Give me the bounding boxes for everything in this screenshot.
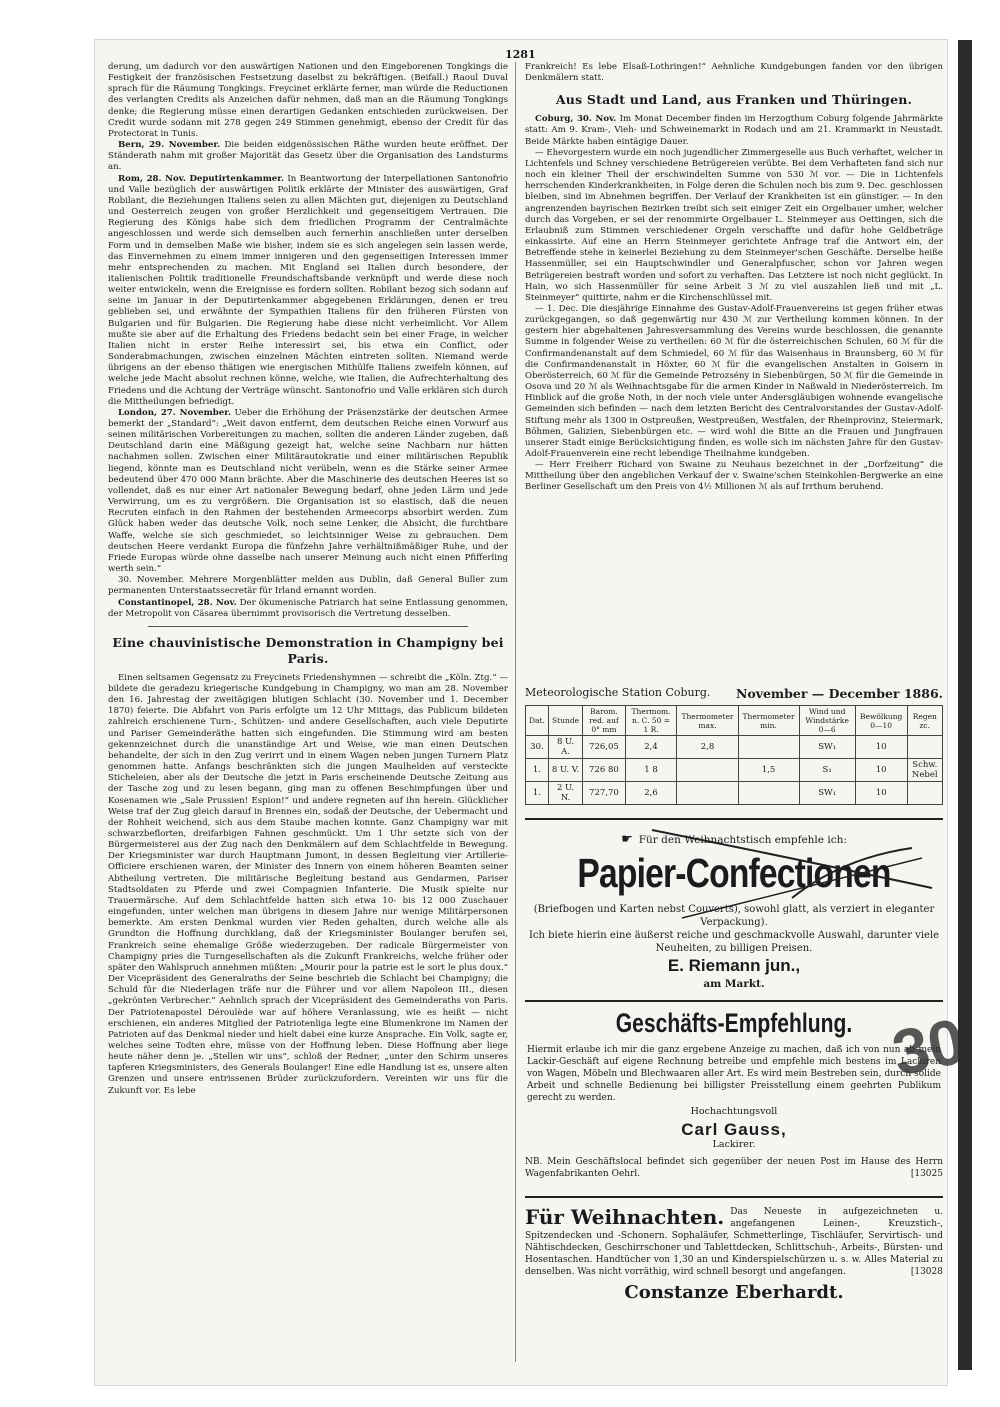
ad-weihnachten-merchant: Constanze Eberhardt. xyxy=(624,1282,844,1303)
weather-row xyxy=(526,759,943,782)
weather-header-cell: Barom. red. auf 0° mm xyxy=(583,706,625,736)
bern-article xyxy=(108,140,508,173)
ad-geschaeft-title: Geschäfts-Empfehlung. xyxy=(615,1008,853,1038)
weather-cell: 1,5 xyxy=(738,759,799,782)
ad-geschaeft-greeting: Hochachtungsvoll xyxy=(690,1106,778,1117)
weather-report xyxy=(525,686,943,805)
weather-row xyxy=(526,782,943,805)
weather-cell xyxy=(907,782,942,805)
ad-weihnachten-title: Für Weihnachten. xyxy=(525,1205,725,1229)
champigny-heading: Eine chauvinistische Demonstration in Champigny bei Paris. xyxy=(112,634,504,666)
weather-cell: 10 xyxy=(855,782,907,805)
weather-station: Meteorologische Station Coburg. xyxy=(525,686,711,699)
handwritten-number-stamp: 30 xyxy=(886,1004,971,1090)
champigny-carryover: Frankreich! Es lebe Elsaß-Lothringen!“ Aehnliche Kundgebungen fanden vor den übrigen Denkmälern statt. xyxy=(525,62,943,84)
local-news-swaine: — Herr Freiherr Richard von Swaine zu Neuhaus bezeichnet in der „Dorfzeitung“ die Mittheilung über den angeblichen Verkauf der v. Swaine'schen Steinkohlen-Bergwerke an eine Berliner Gesellschaft um den Preis von 4½ Millionen ℳ als auf Irrthum beruhend. xyxy=(525,460,943,493)
ad-geschaeft-nb-text: NB. Mein Geschäftslocal befindet sich gegenüber der neuen Post im Hause des Herrn Wagenfabrikanten Oehrl. xyxy=(525,1157,943,1179)
page-edge-shadow xyxy=(958,40,972,1370)
weather-cell: 30. xyxy=(526,736,549,759)
rom-article xyxy=(108,174,508,408)
weather-cell: 2 U. N. xyxy=(548,782,582,805)
bern-text: Die beiden eidgenössischen Räthe wurden heute eröffnet. Der Ständerath nahm mit großer Majorität das Gesetz über die Organisation des Landsturms an. xyxy=(108,140,508,173)
column-rule xyxy=(515,62,516,1362)
weather-header-cell: Stunde xyxy=(548,706,582,736)
weather-cell: 726,05 xyxy=(583,736,625,759)
weather-cell: 2,4 xyxy=(625,736,677,759)
coburg-article xyxy=(525,114,943,147)
constantinopel-article xyxy=(108,598,508,620)
rom-dateline: Rom, 28. Nov. Deputirtenkammer. xyxy=(118,173,284,184)
london-article xyxy=(108,408,508,575)
weather-cell xyxy=(677,759,738,782)
ad-weihnachten-number: [13028 xyxy=(910,1267,943,1277)
ad-geschaeft-number: [13025 xyxy=(910,1168,943,1179)
pointing-hand-icon: ☛ xyxy=(621,832,633,847)
weather-cell: 2,6 xyxy=(625,782,677,805)
weather-cell: 10 xyxy=(855,759,907,782)
weather-cell xyxy=(738,782,799,805)
weather-cell: SW₁ xyxy=(799,736,855,759)
weather-cell: 1 8 xyxy=(625,759,677,782)
coburg-dateline: Coburg, 30. Nov. xyxy=(535,114,617,125)
london-text: Ueber die Erhöhung der Präsenzstärke der deutschen Armee bemerkt der „Standard“: „Weit davon entfernt, dem deutschen Reiche einen Vorwurf aus seinen militärischen Vorbereitungen zu machen, sollten die anderen Länder zugeben, daß Deutschland darin eine Mäßigung gezeigt hat, welche seine Nachbarn nur hätten nachahmen sollen. Zwischen einer Militärautokratie und einer militärischen Republik liegend, könnte man es Deutschland nicht verübeln, wenn es die Stärke seiner Armee bedeutend über 470 000 Mann brächte. Aber die Maschinerie des deutschen Heeres ist so vollendet, daß es nur einer Art nationaler Bewegung bedarf, ohne jeden Lärm und jede Verwirrung, um es zu vergrößern. Die Organisation ist so elastisch, daß die neuen Recruten einfach in den Rahmen der bestehenden Armeecorps absorbirt werden. Zum Glück haben weder das deutsche Volk, noch seine Lenker, die Absicht, die furchtbare Waffe, welche sie sich geschmiedet, so leichtsinniger Weise zu gebrauchen. Dem deutschen Heere verdankt Europa die fünfzehn Jahre verhältnißmäßiger Ruhe, und der Friede Europas würde ohne dasselbe nach unserer Meinung auch nicht einen Pfifferling werth sein.“ xyxy=(108,407,508,575)
weather-cell xyxy=(677,782,738,805)
coburg-text: Im Monat December finden im Herzogthum Coburg folgende Jahrmärkte statt: Am 9. Kram-, Vieh- und Schweinemarkt in Rodach und am 21. Krammarkt in Neustadt. Beide Märkte haben eintägige Dauer. xyxy=(525,114,943,147)
tongking-paragraph: derung, um dadurch vor den auswärtigen Nationen und den Eingeborenen Tongkings die Festigkeit der französischen Festsetzung daselbst zu bekräftigen. (Beifall.) Raoul Duval sprach für die Räumung Tongkings. Freycinet erklärte ferner, man würde die Reductionen des verlangten Credits als Anzeichen dafür nehmen, daß man an die Räumung Tongkings denke; die Regierung müsse einen derartigen Gedanken entschieden zurückweisen. Der Credit wurde sodann mit 278 gegen 249 Stimmen genehmigt, ebenso der Credit für das Protectorat in Tunis. xyxy=(108,62,508,139)
constantinopel-dateline: Constantinopel, 28. Nov. xyxy=(118,597,237,608)
ads-divider xyxy=(525,1000,943,1002)
rom-text: In Beantwortung der Interpellationen Santonofrio und Valle bezüglich der auswärtigen Politik erklärte der Minister des auswärtigen, Graf Robilant, die Beziehungen Italiens seien zu allen Mächten gut, diejenigen zu Deutschland und Oesterreich zeugen von großer Herzlichkeit und gegenseitigem Vertrauen. Die Regierung des Königs habe sich dem friedlichen Programm der Centralmächte angeschlossen und werde sich demselben auch fernerhin anschließen unter derselben Form und in demselben Maße wie bisher, indem sie es sich angelegen sein lassen werde, das Einvernehmen zu einem immer innigeren und den gegenseitigen Interessen immer mehr entsprechenden zu machen. Mit England sei Italien durch besondere, der italienischen Politik traditionelle Freundschaftsbande verknüpft und werde diese noch weiter entwickeln, wenn die Ereignisse es fordern sollten. Robilant bezog sich sodann auf seine im Januar in der Deputirtenkammer abgegebenen Erklärungen, denen er treu geblieben sei, und erwähnte der Sympathien Italiens für den früheren Fürsten von Bulgarien und für Bulgarien. Die Regierung habe diese nicht verheimlicht. Vor Allem mußte sie aber auf die Erhaltung des Friedens bedacht sein bei einer Frage, in welcher Italien nicht in erster Reihe interessirt sei, bis etwa ein Conflict, oder Sonderabmachungen, zwischen einzelnen Mächten eintreten sollten. Niemand werde übrigens an der ebenso thätigen wie energischen Mithülfe Italiens zweifeln können, auf welche jede Macht absolut rechnen könne, welche, wie Italien, die Aufrechterhaltung des Friedens und die Achtung der Verträge wünscht. Santonofrio und Valle erklären sich durch die Mittheilungen befriedigt. xyxy=(108,173,508,407)
weather-cell: S₁ xyxy=(799,759,855,782)
weather-month: November — December 1886. xyxy=(735,686,943,701)
bern-dateline: Bern, 29. November. xyxy=(118,140,221,151)
right-column xyxy=(525,62,943,692)
weather-cell: 8 U. V. xyxy=(548,759,582,782)
ad-papier-merchant: E. Riemann jun., xyxy=(667,956,801,975)
ad-geschaeft-body: Hiermit erlaube ich mir die ganz ergebene Anzeige zu machen, daß ich von nun ab mein Lackir-Geschäft auf eigene Rechnung betreibe und empfehle mich bestens im Lackiren von Wagen, Möbeln und Blechwaaren aller Art. Es wird mein Bestreben sein, durch solide Arbeit und schnelle Bedienung bei billigster Preisstellung einem geehrten Publikum gerecht zu werden. xyxy=(527,1045,941,1103)
weather-header-cell: Regen zc. xyxy=(907,706,942,736)
local-news-buch: — Ehevorgestern wurde ein noch jugendlicher Zimmergeselle aus Buch verhaftet, welcher in Lichtenfels und Schney verschiedene Betrügereien verübte. Bei dem Verhafteten fand sich nur noch ein kleiner Theil der erschwindelten Summe von 530 ℳ vor. — Die in Lichtenfels herrschenden Kinderkrankheiten, in Folge deren die Schulen noch bis zum 9. Dec. geschlossen bleiben, sind im Abnehmen begriffen. Der Verlauf der Krankheiten ist ein günstiger. — In den angrenzenden bayrischen Bezirken treibt sich seit einiger Zeit ein Orgelbauer umher, welcher durch das Vorgeben, er sei der renommirte Orgelbauer L. Steinmeyer aus Oettingen, sich die Erlaubniß zum Stimmen verschiedener Orgeln verschaffte und dafür hohe Geldbeträge einkassirte. Auf eine an Herrn Steinmeyer gerichtete Anfrage traf die Antwort ein, der Betreffende stehe in keinerlei Beziehung zu dem Steinmeyer'schen Geschäfte. Derselbe heiße Hassenmüller, sei ein Hauptschwindler und Generalpfuscher, schon vor Jahren wegen Betrügereien bestraft worden und sofort zu verhaften. Das Letztere ist noch nicht geglückt. In Hain, wo sich Hassenmüller für seine Arbeit 3 ℳ zu viel auszahlen ließ und mit „L. Steinmeyer“ quittirte, nahm er die Kirchenschlüssel mit. xyxy=(525,147,943,303)
left-column xyxy=(108,62,508,1362)
weather-row xyxy=(526,736,943,759)
constantinopel-text: Der ökumenische Patriarch hat seine Entlassung genommen, der Metropolit von Cäsarea übernimmt provisorisch die Vertretung desselben. xyxy=(108,597,508,619)
weather-cell: 10 xyxy=(855,736,907,759)
champigny-article: Einen seltsamen Gegensatz zu Freycinets Friedenshymnen — schreibt die „Köln. Ztg.“ — bildete die geradezu kriegerische Kundgebung in Champigny, wo man am 28. November den 16. Jahrestag der zweitägigen blutigen Schlacht (30. November und 1. December 1870) feierte. Die Abfahrt von Paris erfolgte um 12 Uhr Mittags, das Publicum bildeten zahlreich erschienene Turn-, Schützen- und andere Gesellschaften, auch viele Deputirte und Pariser Gemeinderäthe hatten sich eingefunden. Die Stimmung wird am besten gekennzeichnet durch die unanständige Art und Weise, wie man einen Deutschen behandelte, der sich in den Zug verirrt und in einem Wagen neben jungen Turnern Platz genommen hatte. Anfangs beschränkten sich die jungen Maulhelden auf versteckte Sticheleien, aber als der Deutsche die jetzt in Paris erscheinende Deutsche Zeitung aus der Tasche zog und zu lesen begann, ging man zu offenen Beschimpfungen über und Kosenamen wie „Sale Prussien! Espion!“ und andere regneten auf ihn herein. Glücklicher Weise traf der Zug gleich darauf in Brennes ein, sodaß der Deutsche, der Uebermacht und der Rohheit weichend, sich aus dem Staube machen konnte. Ganz Champigny war mit schwarzbeflorten, dreifarbigen Fahnen geschmückt. Um 1 Uhr setzte sich von der Bürgermeisterei aus der Zug nach den Denkmälern auf dem Schlachtfelde in Bewegung. Der Kriegsminister war durch Hauptmann Jumont, in dessen Begleitung vier Artillerie-Officiere erschienen waren, der Minister des Innern von einem höheren Beamten seiner Abtheilung vertreten. Die militärische Begleitung bestand aus Gendarmen, Pariser Stadtsoldaten zu Pferde und zwei Compagnien Infanterie. Die Musik spielte nur Trauermärsche. Auf dem Schlachtfelde hatten sich etwa 10- bis 12 000 Zuschauer eingefunden, unter welchen man übrigens in diesem Jahre nur wenige Militärpersonen bemerkte. Am ersten Denkmal wurden vier Reden gehalten, durch welche alle als Grundton die Hoffnung durchklang, daß der Kriegsminister Boulanger berufen sei, Frankreich seine ehemalige Größe wiederzugeben. Der radicale Bürgermeister von Champigny pries die Turngesellschaften als die Zukunft Frankreichs, welche früher oder später den Wahlspruch annehmen müßten: „Mourir pour la patrie est le sort le plus doux.“ Der Vicepräsident des Generalraths der Seine beschrieb die Schlacht bei Champigny; die Schuld für die Niederlagen träfe nur die Führer und vor allem Napoleon III., diesen „gekrönten Verbrecher.“ Aehnlich sprach der Vicepräsident des Gemeinderaths von Paris. Der Patriotenapostel Déroulède war auf höhere Veranlassung, wie es heißt — nicht erschienen, ein anderes Mitglied der Patriotenliga legte eine Blumenkrone im Namen der Patrioten auf das Denkmal nieder und hielt dabei eine kurze Ansprache. Ein Volk, sagte er, welches seine Todten ehre, müsse von der Hoffnung leben. Diese Hoffnung aber liege heute näher denn je. „Stellen wir uns“, schloß der Redner, „unter den Schirm unseres tapferen Kriegsministers, des Generals Boulanger! Eine edle Handlung ist es, unsere alten Grenzen und unsere entrissenen Brüder zurückzufordern. Vereinten wir uns für die Zukunft vor. Es lebe xyxy=(108,672,508,1096)
weather-header-cell: Bewölkung 0—10 xyxy=(855,706,907,736)
weather-header-row xyxy=(526,706,943,736)
weather-cell: 726 80 xyxy=(583,759,625,782)
ad-geschaeft-nb xyxy=(525,1157,943,1180)
london-dateline: London, 27. November. xyxy=(118,407,231,418)
weather-cell xyxy=(738,736,799,759)
weather-header-cell: Dat. xyxy=(526,706,549,736)
ads-divider xyxy=(525,1196,943,1198)
local-news-frauenverein: — 1. Dec. Die diesjährige Einnahme des Gustav-Adolf-Frauenvereins ist gegen früher etwas zurückgegangen, so daß gegenwärtig nur 430 ℳ zur Vertheilung kommen können. In der gestern hier abgehaltenen Jahresversammlung des Vereins wurde beschlossen, die genannte Summe in folgender Weise zu vertheilen: 60 ℳ für die österreichischen Schulen, 60 ℳ für die Confirmandenanstalt auf dem Schmiedel, 60 ℳ für das Waisenhaus in Braunsberg, 60 ℳ für die Confirmandenanstalt in Höxter, 60 ℳ für die evangelischen Anstalten in Goisern in Oberösterreich, 60 ℳ für die Gemeinde Petrozsény in Siebenbürgen, 50 ℳ für die Gemeinde in Osova und 20 ℳ als Weihnachtsgabe für die armen Kinder in Naßwald in Niederösterreich. Im Hinblick auf die große Noth, in der noch viele unter Andersgläubigen wohnende evangelische Gemeinden sich befinden — nach dem letzten Bericht des Centralvorstandes der Gustav-Adolf-Stiftung mehr als 1300 in Ostpreußen, Westpreußen, Westfalen, der Rheinprovinz, Steiermark, Böhmen, Galizien, Siebenbürgen etc. — wird wohl die Bitte an die Frauen und Jungfrauen unserer Stadt einige Berücksichtigung finden, es wolle sich im nächsten Jahre für den Gustav-Adolf-Frauenverein eine recht lebendige Theilnahme kundgeben. xyxy=(525,303,943,459)
weather-header-cell: Thermometer min. xyxy=(738,706,799,736)
weather-cell: SW₁ xyxy=(799,782,855,805)
ad-papier-sub-line: (Briefbogen und Karten nebst Couverts), sowohl glatt, als verziert in eleganter Verpackung). xyxy=(533,904,935,928)
weather-cell xyxy=(907,736,942,759)
ad-papier-title: Papier-Confectionen xyxy=(577,850,891,896)
ad-geschaeft-trade: Lackirer. xyxy=(712,1139,756,1150)
weather-header-cell: Wind und Windstärke 0—6 xyxy=(799,706,855,736)
weather-cell: 2,8 xyxy=(677,736,738,759)
weather-cell: Schw. Nebel xyxy=(907,759,942,782)
weather-title xyxy=(525,686,943,701)
ad-weihnachten-body: Das Neueste in aufgezeichneten u. angefangenen Leinen-, Kreuzstich-, Spitzendecken und -Schonern. Sophaläufer, Schmetterlinge, Tischläufer, Servirtisch- und Nähtischdecken, Geschirrschoner und Tablettdecken, Schlittschuh-, Arbeits-, Bürsten- und Hosentaschen. Handtücher von 1,30 an und Kinderspielschürzen u. s. w. Alles Material zu denselben. Was nicht vorräthig, wird schnell besorgt und angefangen. xyxy=(525,1207,943,1277)
section-divider xyxy=(148,626,468,627)
local-news-heading: Aus Stadt und Land, aus Franken und Thüringen. xyxy=(555,92,913,108)
london-followup: 30. November. Mehrere Morgenblätter melden aus Dublin, daß General Buller zum permanenten Unterstaatssecretär für Irland ernannt worden. xyxy=(108,575,508,597)
weather-cell: 727,70 xyxy=(583,782,625,805)
weather-cell: 8 U. A. xyxy=(548,736,582,759)
weather-table xyxy=(525,705,943,805)
ad-papier-intro-text: Für den Weihnachtstisch empfehle ich: xyxy=(638,834,847,846)
ad-papier-location: am Markt. xyxy=(703,978,765,990)
weather-header-cell: Thermometer max. xyxy=(677,706,738,736)
ad-papier-body: Ich biete hierin eine äußerst reiche und geschmackvolle Auswahl, darunter viele Neuheiten, zu billigen Preisen. xyxy=(528,930,940,954)
weather-cell: 1. xyxy=(526,759,549,782)
weather-header-cell: Thermom. n. C. 50 = 1 R. xyxy=(625,706,677,736)
weather-cell: 1. xyxy=(526,782,549,805)
ad-geschaeft-merchant: Carl Gauss, xyxy=(681,1120,787,1139)
handwritten-strike-marks xyxy=(642,818,942,933)
page-number: 1281 xyxy=(505,48,536,61)
ad-weihnachten xyxy=(525,1206,943,1278)
